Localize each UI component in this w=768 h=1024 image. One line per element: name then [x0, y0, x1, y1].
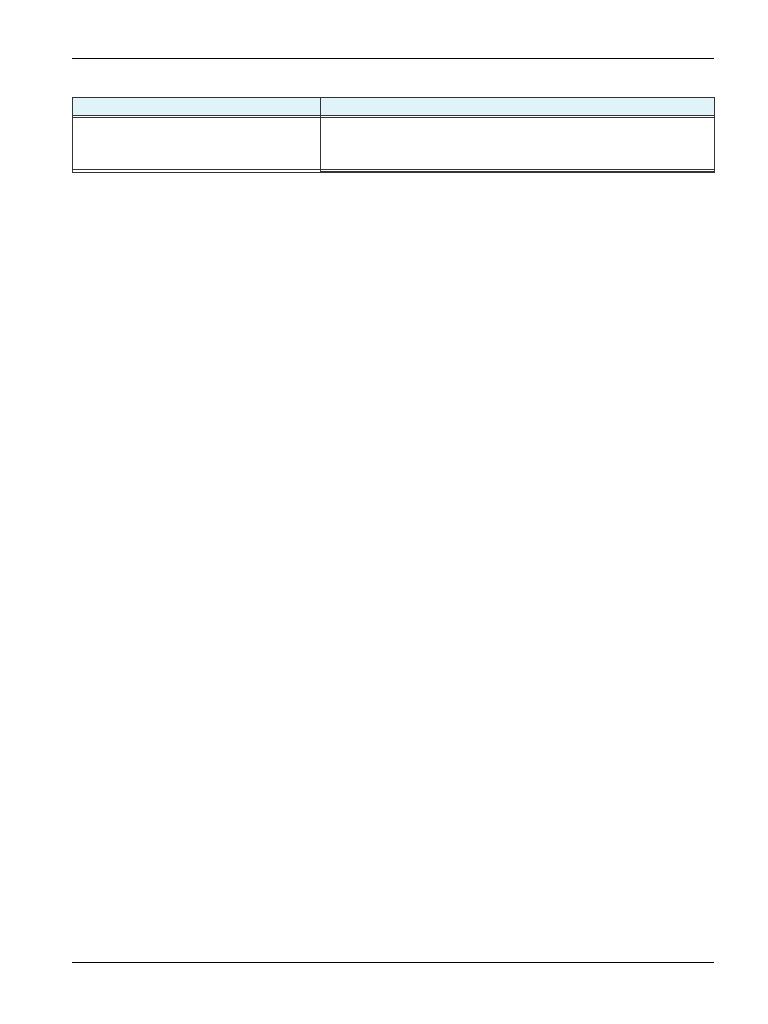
- spacer: [327, 118, 708, 135]
- spacer: [79, 119, 314, 136]
- abbr-cell: [73, 118, 321, 170]
- table-row-related: [73, 118, 715, 170]
- column-header-full-form: [321, 98, 715, 116]
- abbr-cell: [73, 171, 321, 173]
- footer-rule: [72, 962, 714, 963]
- spacer: [327, 135, 708, 152]
- full-form-cell: [321, 118, 715, 170]
- full-form-cell: [321, 171, 715, 173]
- mnemonics-table: [72, 97, 715, 173]
- spacer: [327, 152, 708, 169]
- column-header-abbreviation: [73, 98, 321, 116]
- watermark: [160, 144, 556, 540]
- table-header-row: [73, 98, 715, 116]
- table-row-sa: [73, 171, 715, 173]
- table-body: [73, 116, 715, 173]
- header-rule: [72, 58, 714, 59]
